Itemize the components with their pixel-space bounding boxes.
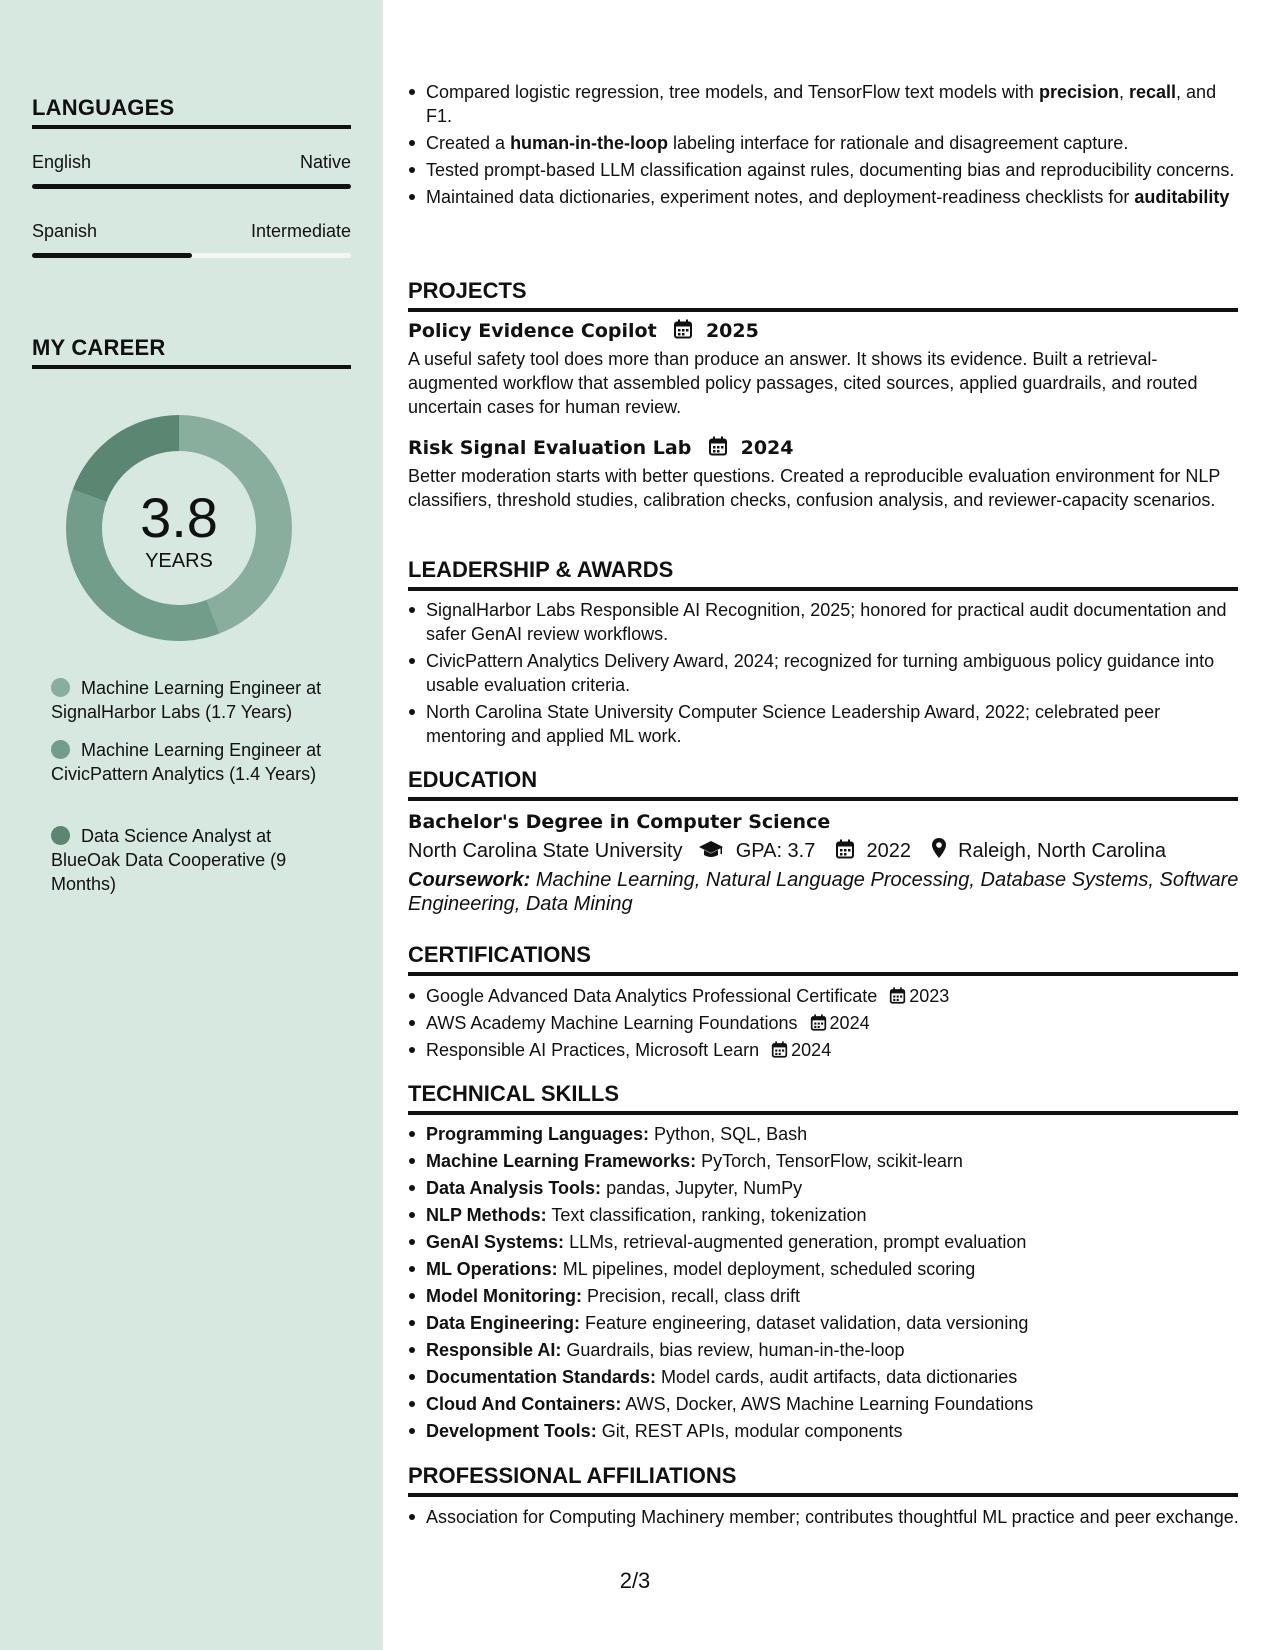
calendar-icon [810, 1014, 827, 1031]
list-item: Maintained data dictionaries, experiment notes, and deployment-readiness checklists for auditability [408, 185, 1240, 209]
language-bar-spanish [32, 253, 351, 258]
languages-heading: LANGUAGES [32, 95, 351, 129]
graduation-year: 2022 [866, 840, 911, 862]
coursework-list: Machine Learning, Natural Language Processing, Database Systems, Software Engineering, Data Mining [408, 869, 1239, 915]
list-item: Responsible AI Practices, Microsoft Learn 2024 [408, 1038, 1240, 1062]
career-legend-text: Machine Learning Engineer at SignalHarbor Labs (1.7 Years) [51, 678, 322, 722]
project-year: 2025 [705, 320, 759, 342]
calendar-icon [708, 436, 728, 456]
list-item: North Carolina State University Computer Science Leadership Award, 2022; celebrated peer mentoring and applied ML work. [408, 700, 1240, 748]
project-item [408, 318, 1240, 419]
leadership-heading: LEADERSHIP & AWARDS [408, 557, 1238, 591]
language-level: Native [299, 152, 351, 172]
degree-title: Bachelor's Degree in Computer Science [408, 811, 831, 833]
career-legend-text: Machine Learning Engineer at CivicPattern Analytics (1.4 Years) [51, 740, 322, 784]
list-item: Compared logistic regression, tree models, and TensorFlow text models with precision, recall, and F1. [408, 80, 1240, 128]
leadership-list [408, 598, 1240, 751]
language-name: Spanish [32, 221, 98, 241]
language-bar-fill [32, 253, 192, 258]
affiliations-list [408, 1505, 1240, 1532]
career-heading: MY CAREER [32, 335, 351, 369]
legend-dot [51, 826, 70, 845]
project-year: 2024 [740, 437, 794, 459]
legend-dot [51, 740, 70, 759]
certifications-heading: CERTIFICATIONS [408, 942, 1238, 976]
calendar-icon [835, 839, 855, 859]
list-item: Documentation Standards: Model cards, audit artifacts, data dictionaries [408, 1365, 1240, 1389]
language-bar-fill [32, 184, 351, 189]
career-legend-text: Data Science Analyst at BlueOak Data Cooperative (9 Months) [51, 826, 287, 894]
education-meta [408, 836, 1240, 866]
project-description: Better moderation starts with better questions. Created a reproducible evaluation environment for NLP classifiers, threshold studies, calibration checks, confusion analysis, and reviewer-capacity scenarios. [408, 466, 1221, 510]
school-name: North Carolina State University [408, 840, 683, 862]
list-item: ML Operations: ML pipelines, model deployment, scheduled scoring [408, 1257, 1240, 1281]
list-item: GenAI Systems: LLMs, retrieval-augmented generation, prompt evaluation [408, 1230, 1240, 1254]
list-item: Machine Learning Frameworks: PyTorch, TensorFlow, scikit-learn [408, 1149, 1240, 1173]
list-item: Created a human-in-the-loop labeling interface for rationale and disagreement capture. [408, 131, 1240, 155]
legend-dot [51, 678, 70, 697]
list-item: CivicPattern Analytics Delivery Award, 2024; recognized for turning ambiguous policy guidance into usable evaluation criteria. [408, 649, 1240, 697]
certifications-list [408, 984, 1240, 1065]
career-total-years: 3.8 [140, 486, 218, 549]
coursework-label: Coursework: [408, 869, 531, 891]
calendar-icon [771, 1041, 788, 1058]
page-number: 2/3 [619, 1568, 651, 1593]
list-item: AWS Academy Machine Learning Foundations 2024 [408, 1011, 1240, 1035]
language-bar-english [32, 184, 351, 189]
skills-heading: TECHNICAL SKILLS [408, 1081, 1238, 1115]
education-entry [408, 809, 1240, 916]
education-heading: EDUCATION [408, 767, 1238, 801]
sidebar [0, 0, 383, 1650]
graduation-cap-icon [698, 839, 724, 859]
project-title: Risk Signal Evaluation Lab [408, 437, 692, 459]
coursework [408, 868, 1240, 916]
career-total-label: YEARS [145, 550, 213, 572]
calendar-icon [889, 987, 906, 1004]
projects-heading: PROJECTS [408, 278, 1238, 312]
career-legend-item [51, 738, 331, 786]
list-item: Responsible AI: Guardrails, bias review, human-in-the-loop [408, 1338, 1240, 1362]
list-item: SignalHarbor Labs Responsible AI Recognition, 2025; honored for practical audit documentation and safer GenAI review workflows. [408, 598, 1240, 646]
map-pin-icon [931, 837, 947, 859]
career-legend-item [51, 824, 331, 896]
calendar-icon [673, 319, 693, 339]
list-item: Model Monitoring: Precision, recall, class drift [408, 1284, 1240, 1308]
list-item: NLP Methods: Text classification, ranking, tokenization [408, 1203, 1240, 1227]
list-item: Data Engineering: Feature engineering, dataset validation, data versioning [408, 1311, 1240, 1335]
skills-list [408, 1122, 1240, 1446]
gpa: GPA: 3.7 [735, 840, 816, 862]
language-row-spanish [32, 221, 351, 242]
list-item: Development Tools: Git, REST APIs, modular components [408, 1419, 1240, 1443]
list-item: Cloud And Containers: AWS, Docker, AWS Machine Learning Foundations [408, 1392, 1240, 1416]
affiliations-heading: PROFESSIONAL AFFILIATIONS [408, 1463, 1238, 1497]
language-row-english [32, 152, 351, 173]
experience-bullets [408, 80, 1240, 212]
career-legend-item [51, 676, 331, 724]
language-level: Intermediate [250, 221, 351, 241]
list-item: Tested prompt-based LLM classification against rules, documenting bias and reproducibility concerns. [408, 158, 1240, 182]
language-name: English [32, 152, 92, 172]
list-item: Google Advanced Data Analytics Professional Certificate 2023 [408, 984, 1240, 1008]
project-item [408, 435, 1240, 512]
list-item: Programming Languages: Python, SQL, Bash [408, 1122, 1240, 1146]
list-item: Association for Computing Machinery member; contributes thoughtful ML practice and peer exchange. [408, 1505, 1240, 1529]
list-item: Data Analysis Tools: pandas, Jupyter, NumPy [408, 1176, 1240, 1200]
project-title: Policy Evidence Copilot [408, 320, 657, 342]
school-location: Raleigh, North Carolina [958, 840, 1166, 862]
project-description: A useful safety tool does more than produce an answer. It shows its evidence. Built a retrieval-augmented workflow that assembled policy passages, cited sources, applied guardrails, and routed uncertain cases for human review. [408, 349, 1198, 417]
